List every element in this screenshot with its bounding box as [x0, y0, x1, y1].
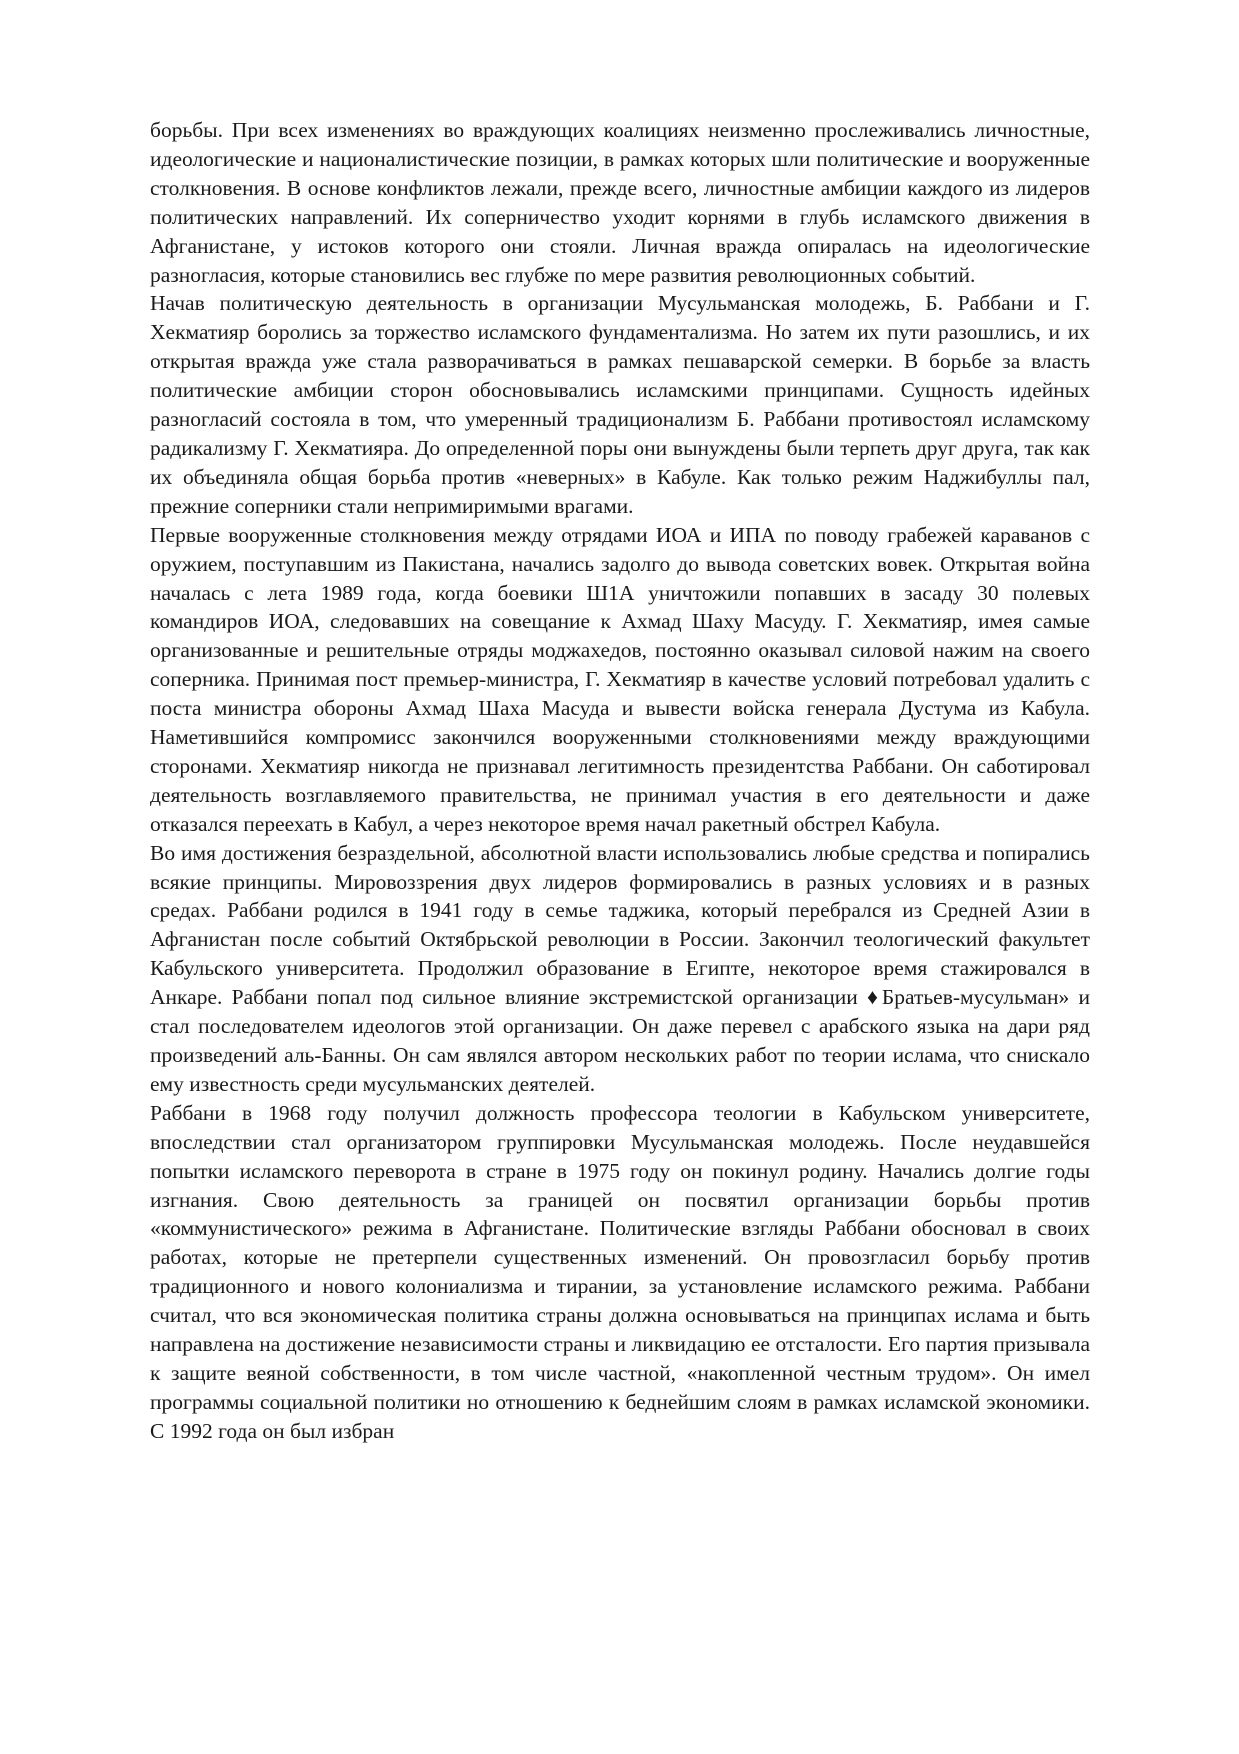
- paragraph-4: Во имя достижения безраздельной, абсолютной власти использовались любые средства и попирались всякие принципы. Мировоззрения двух лидеров формировались в разных условиях и в разных средах. Раббани родился в 1941 году в семье таджика, который перебрался из Средней Азии в Афганистан после событий Октябрьской революции в России. Закончил теологический факультет Кабульского университета. Продолжил образование в Египте, некоторое время стажировался в Анкаре. Раббани попал под сильное влияние экстремистской организации ♦Братьев-мусульман» и стал последователем идеологов этой организации. Он даже перевел с арабского языка на дари ряд произведений аль-Банны. Он сам являлся автором нескольких работ по теории ислама, что снискало ему известность среди мусульманских деятелей.: [150, 840, 1090, 1096]
- paragraph-3: Первые вооруженные столкновения между отрядами ИОА и ИПА по поводу грабежей караванов с оружием, поступавшим из Пакистана, начались задолго до вывода советских вовек. Открытая война началась с лета 1989 года, когда боевики Ш1А уничтожили попавших в засаду 30 полевых командиров ИОА, следовавших на совещание к Ахмад Шаху Масуду. Г. Хекматияр, имея самые организованные и решительные отряды моджахедов, постоянно оказывал силовой нажим на своего соперника. Принимая пост премьер-министра, Г. Хекматияр в качестве условий потребовал удалить с поста министра обороны Ахмад Шаха Масуда и вывести войска генерала Дустума из Кабула. Наметившийся компромисс закончился вооруженными столкновениями между враждующими сторонами. Хекматияр никогда не признавал легитимность президентства Раббани. Он саботировал деятельность возглавляемого правительства, не принимал участия в его деятельности и даже отказался переехать в Кабул, а через некоторое время начал ракетный обстрел Кабула.: [150, 522, 1090, 836]
- paragraph-2: Начав политическую деятельность в организации Мусульманская молодежь, Б. Раббани и Г. Хекматияр боролись за торжество исламского фундаментализма. Но затем их пути разошлись, и их открытая вражда уже стала разворачиваться в рамках пешаварской семерки. В борьбе за власть политические амбиции сторон обосновывались исламскими принципами. Сущность идейных разногласий состояла в том, что умеренный традиционализм Б. Раббани противостоял исламскому радикализму Г. Хекматияра. До определенной поры они вынуждены были терпеть друг друга, так как их объединяла общая борьба против «неверных» в Кабуле. Как только режим Наджибуллы пал, прежние соперники стали непримиримыми врагами.: [150, 291, 1090, 518]
- paragraph-1: борьбы. При всех изменениях во враждующих коалициях неизменно прослеживались личностные, идеологические и националистические позиции, в рамках которых шли политические и вооруженные столкновения. В основе конфликтов лежали, прежде всего, личностные амбиции каждого из лидеров политических направлений. Их соперничество уходит корнями в глубь исламского движения в Афганистане, у истоков которого они стояли. Личная вражда опиралась на идеологические разногласия, которые становились вес глубже по мере развития революционных событий.: [150, 118, 1090, 287]
- paragraph-5: Раббани в 1968 году получил должность профессора теологии в Кабульском университете, впоследствии стал организатором группировки Мусульманская молодежь. После неудавшейся попытки исламского переворота в стране в 1975 году он покинул родину. Начались долгие годы изгнания. Свою деятельность за границей он посвятил организации борьбы против «коммунистического» режима в Афганистане. Политические взгляды Раббани обосновал в своих работах, которые не претерпели существенных изменений. Он провозгласил борьбу против традиционного и нового колониализма и тирании, за установление исламского режима. Раббани считал, что вся экономическая политика страны должна основываться на принципах ислама и быть направлена на достижение независимости страны и ликвидацию ее отсталости. Его партия призывала к защите веяной собственности, в том числе частной, «накопленной честным трудом». Он имел программы социальной политики но отношению к беднейшим слоям в рамках исламской экономики. С 1992 года он был избран: [150, 1100, 1090, 1443]
- document-body: [150, 116, 1090, 1446]
